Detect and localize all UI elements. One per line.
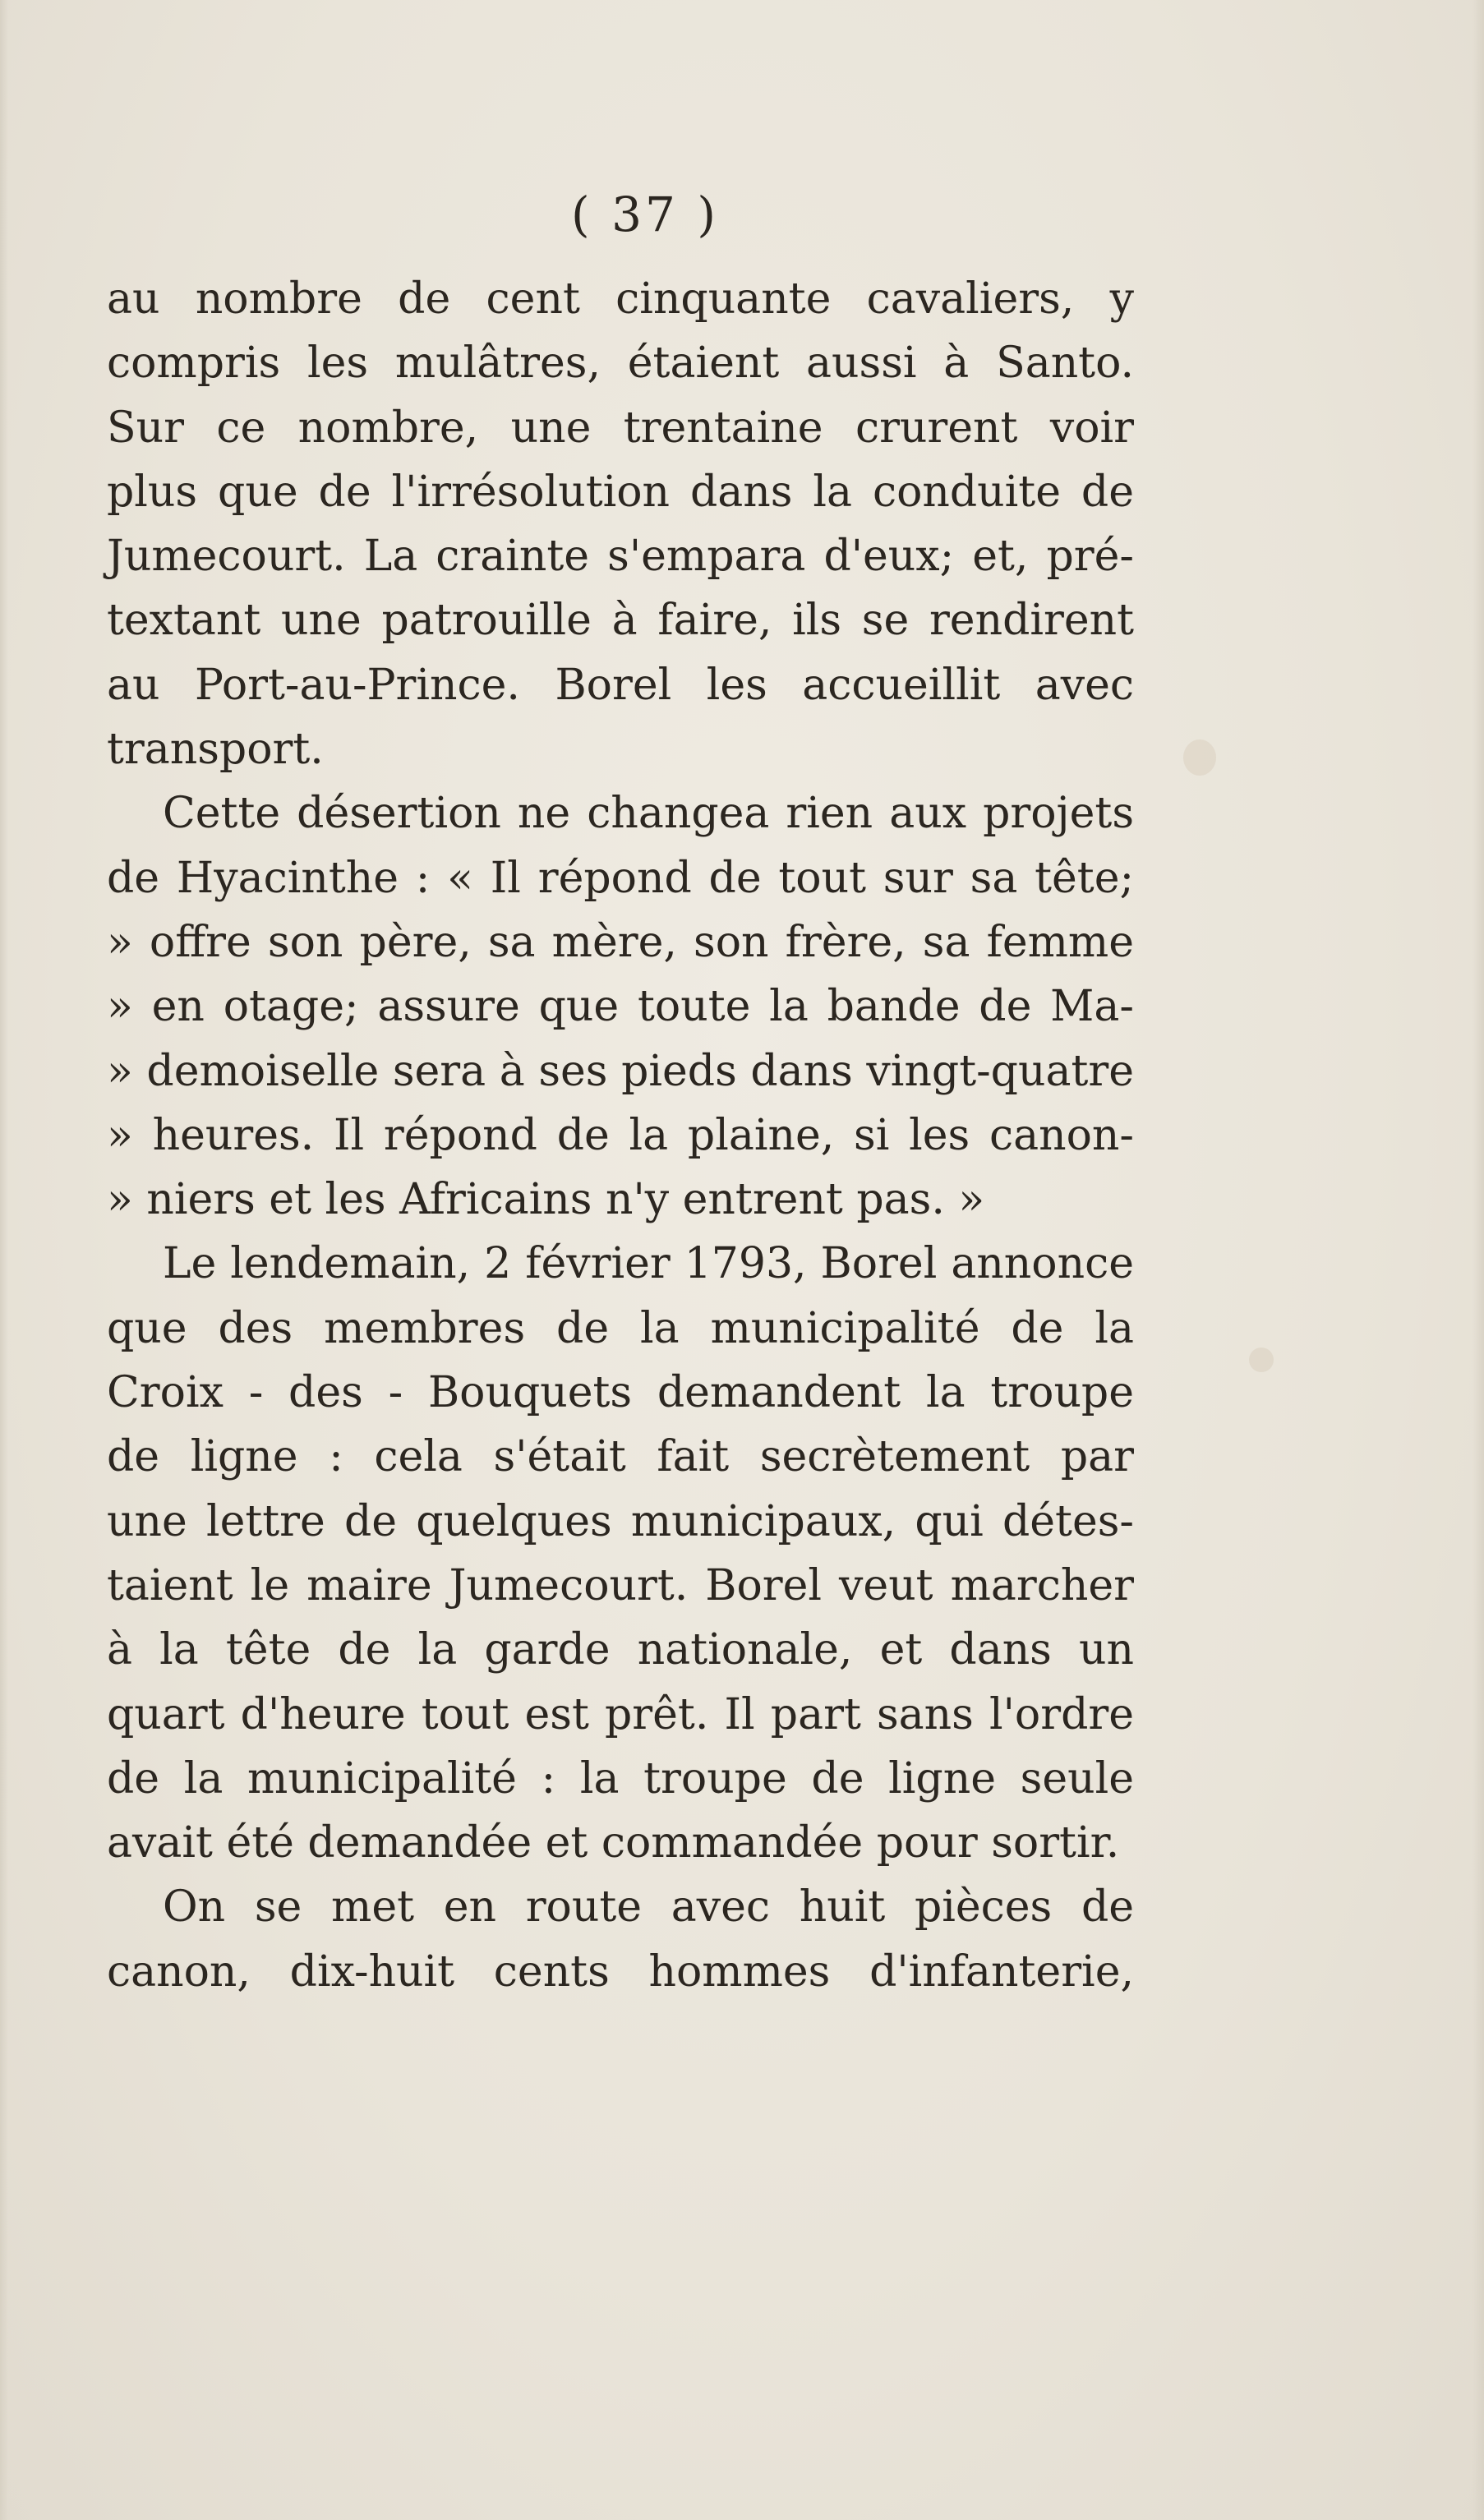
text-line: de ligne : cela s'était fait secrètement par [107, 1432, 1134, 1482]
text-line: » heures. Il répond de la plaine, si les canon- [107, 1110, 1134, 1160]
text-line: » offre son père, sa mère, son frère, sa femme [107, 917, 1134, 967]
page-edge-shadow [1472, 0, 1484, 2520]
text-line: On se met en route avec huit pièces de [163, 1882, 1134, 1933]
text-line: » demoiselle sera à ses pieds dans vingt-quatre [107, 1046, 1134, 1096]
paper-stain [1183, 739, 1216, 776]
text-line: avait été demandée et commandée pour sortir. [107, 1818, 1120, 1868]
text-line: au Port-au-Prince. Borel les accueillit avec [107, 660, 1134, 710]
text-line: canon, dix-huit cents hommes d'infanterie, [107, 1946, 1134, 1997]
paper-stain [1249, 1348, 1274, 1372]
body-text [107, 267, 1134, 2004]
text-line: taient le maire Jumecourt. Borel veut marcher [107, 1560, 1134, 1610]
text-line: Croix - des - Bouquets demandent la troupe [107, 1368, 1134, 1418]
text-line: textant une patrouille à faire, ils se rendirent [107, 596, 1134, 646]
page-number: ( 37 ) [571, 187, 719, 242]
page-gutter-shadow [0, 0, 8, 2520]
text-line: Jumecourt. La crainte s'empara d'eux; et, pré- [107, 532, 1134, 582]
text-line: au nombre de cent cinquante cavaliers, y [107, 274, 1134, 324]
text-line: Cette désertion ne changea rien aux projets [163, 789, 1134, 839]
text-line: à la tête de la garde nationale, et dans un [107, 1625, 1134, 1675]
text-line: une lettre de quelques municipaux, qui détes- [107, 1496, 1134, 1546]
text-line: de la municipalité : la troupe de ligne seule [107, 1753, 1134, 1804]
text-line: compris les mulâtres, étaient aussi à Santo. [107, 339, 1134, 389]
text-line: de Hyacinthe : « Il répond de tout sur sa tête; [107, 853, 1134, 903]
text-line: que des membres de la municipalité de la [107, 1303, 1134, 1353]
text-line: transport. [107, 725, 324, 775]
text-line: » niers et les Africains n'y entrent pas. » [107, 1175, 985, 1225]
text-line: quart d'heure tout est prêt. Il part sans l'ordre [107, 1689, 1134, 1739]
text-line: » en otage; assure que toute la bande de Ma- [107, 982, 1134, 1032]
text-line: plus que de l'irrésolution dans la conduite de [107, 467, 1134, 517]
text-line: Sur ce nombre, une trentaine crurent voir [107, 403, 1134, 453]
text-line: Le lendemain, 2 février 1793, Borel annonce [163, 1239, 1134, 1289]
